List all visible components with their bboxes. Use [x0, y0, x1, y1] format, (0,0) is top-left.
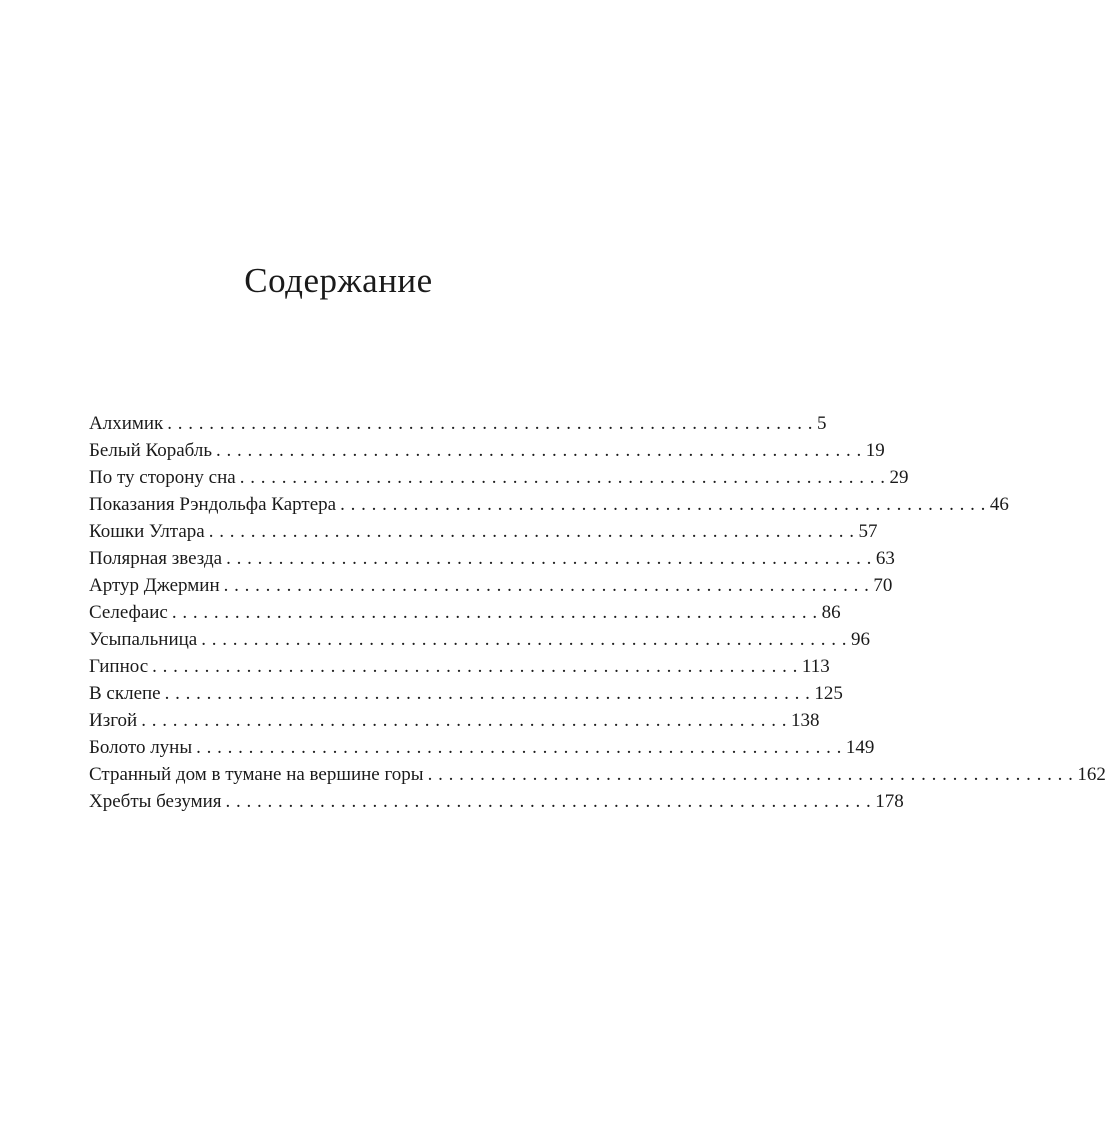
toc-entry-title: Алхимик	[89, 413, 164, 434]
toc-entry-page: 70	[873, 575, 893, 596]
toc-entry-page: 86	[821, 602, 841, 623]
toc-entry-page: 113	[801, 656, 830, 677]
toc-entry-title: Полярная звезда	[89, 548, 223, 569]
toc-entry-title: Усыпальница	[89, 629, 198, 650]
page-title: Содержание	[244, 261, 433, 301]
toc-entry-page: 149	[845, 737, 875, 758]
toc-entry-title: По ту сторону сна	[89, 467, 236, 488]
toc-entry-title: Белый Корабль	[89, 440, 213, 461]
dot-leader: . . . . . . . . . . . . . . . . . . . . . . . . . . . . . . . . . . . . . . . . . . . . . . . . . . . . . . . . . . . . . .	[226, 548, 872, 569]
toc-entry-title: Болото луны	[89, 737, 193, 758]
toc-entry-hypnos[interactable]	[89, 653, 830, 680]
toc-entry-page: 138	[790, 710, 820, 731]
toc-entry-outsider[interactable]	[89, 707, 820, 734]
toc-entry-title: Селефаис	[89, 602, 168, 623]
toc-entry-page: 96	[850, 629, 870, 650]
toc-entry-title: Показания Рэндольфа Картера	[89, 494, 337, 515]
toc-entry-title: В склепе	[89, 683, 161, 704]
dot-leader: . . . . . . . . . . . . . . . . . . . . . . . . . . . . . . . . . . . . . . . . . . . . . . . . . . . . . . . . . . . . . .	[208, 521, 855, 542]
toc-entry-page: 63	[875, 548, 895, 569]
toc-entry-tomb[interactable]	[89, 626, 870, 653]
dot-leader: . . . . . . . . . . . . . . . . . . . . . . . . . . . . . . . . . . . . . . . . . . . . . . . . . . . . . . . . . . . . . .	[225, 791, 872, 812]
toc-entry-title: Гипнос	[89, 656, 149, 677]
dot-leader: . . . . . . . . . . . . . . . . . . . . . . . . . . . . . . . . . . . . . . . . . . . . . . . . . . . . . . . . . . . . . .	[164, 683, 811, 704]
toc-entry-page: 29	[889, 467, 909, 488]
toc-entry-page: 19	[865, 440, 885, 461]
toc-entry-beyond-sleep[interactable]	[89, 464, 909, 491]
toc-entry-title: Хребты безумия	[89, 791, 222, 812]
toc-entry-page: 46	[989, 494, 1009, 515]
toc-entry-white-ship[interactable]	[89, 437, 885, 464]
toc-entry-celephais[interactable]	[89, 599, 841, 626]
toc-entry-cats-of-ulthar[interactable]	[89, 518, 878, 545]
toc-entry-mountains-of-madness[interactable]	[89, 788, 904, 815]
toc-entry-in-the-vault[interactable]	[89, 680, 843, 707]
dot-leader: . . . . . . . . . . . . . . . . . . . . . . . . . . . . . . . . . . . . . . . . . . . . . . . . . . . . . . . . . . . . . .	[340, 494, 986, 515]
dot-leader: . . . . . . . . . . . . . . . . . . . . . . . . . . . . . . . . . . . . . . . . . . . . . . . . . . . . . . . . . . . . . .	[141, 710, 787, 731]
dot-leader: . . . . . . . . . . . . . . . . . . . . . . . . . . . . . . . . . . . . . . . . . . . . . . . . . . . . . . . . . . . . . .	[239, 467, 886, 488]
dot-leader: . . . . . . . . . . . . . . . . . . . . . . . . . . . . . . . . . . . . . . . . . . . . . . . . . . . . . . . . . . . . . .	[223, 575, 870, 596]
toc-entry-title: Изгой	[89, 710, 138, 731]
dot-leader: . . . . . . . . . . . . . . . . . . . . . . . . . . . . . . . . . . . . . . . . . . . . . . . . . . . . . . . . . . . . . .	[201, 629, 847, 650]
toc-entry-strange-high-house[interactable]	[89, 761, 1106, 788]
toc-entry-arthur-jermyn[interactable]	[89, 572, 893, 599]
toc-entry-title: Артур Джермин	[89, 575, 220, 596]
toc-entry-moon-bog[interactable]	[89, 734, 875, 761]
toc-entry-page: 125	[814, 683, 843, 704]
dot-leader: . . . . . . . . . . . . . . . . . . . . . . . . . . . . . . . . . . . . . . . . . . . . . . . . . . . . . . . . . . . . . .	[216, 440, 862, 461]
dot-leader: . . . . . . . . . . . . . . . . . . . . . . . . . . . . . . . . . . . . . . . . . . . . . . . . . . . . . . . . . . . . . .	[196, 737, 842, 758]
dot-leader: . . . . . . . . . . . . . . . . . . . . . . . . . . . . . . . . . . . . . . . . . . . . . . . . . . . . . . . . . . . . . .	[171, 602, 818, 623]
dot-leader: . . . . . . . . . . . . . . . . . . . . . . . . . . . . . . . . . . . . . . . . . . . . . . . . . . . . . . . . . . . . . .	[152, 656, 798, 677]
toc-entry-page: 57	[858, 521, 878, 542]
toc-entry-alchemist[interactable]	[89, 410, 827, 437]
toc-entry-polaris[interactable]	[89, 545, 895, 572]
dot-leader: . . . . . . . . . . . . . . . . . . . . . . . . . . . . . . . . . . . . . . . . . . . . . . . . . . . . . . . . . . . . . .	[427, 764, 1074, 785]
table-of-contents	[89, 410, 1106, 815]
toc-entry-title: Странный дом в тумане на вершине горы	[89, 764, 424, 785]
toc-entry-page: 162	[1077, 764, 1106, 785]
toc-entry-randolph-carter[interactable]	[89, 491, 1009, 518]
toc-entry-title: Кошки Ултара	[89, 521, 205, 542]
toc-entry-page: 5	[817, 413, 827, 434]
dot-leader: . . . . . . . . . . . . . . . . . . . . . . . . . . . . . . . . . . . . . . . . . . . . . . . . . . . . . . . . . . . . . .	[167, 413, 814, 434]
toc-entry-page: 178	[875, 791, 904, 812]
